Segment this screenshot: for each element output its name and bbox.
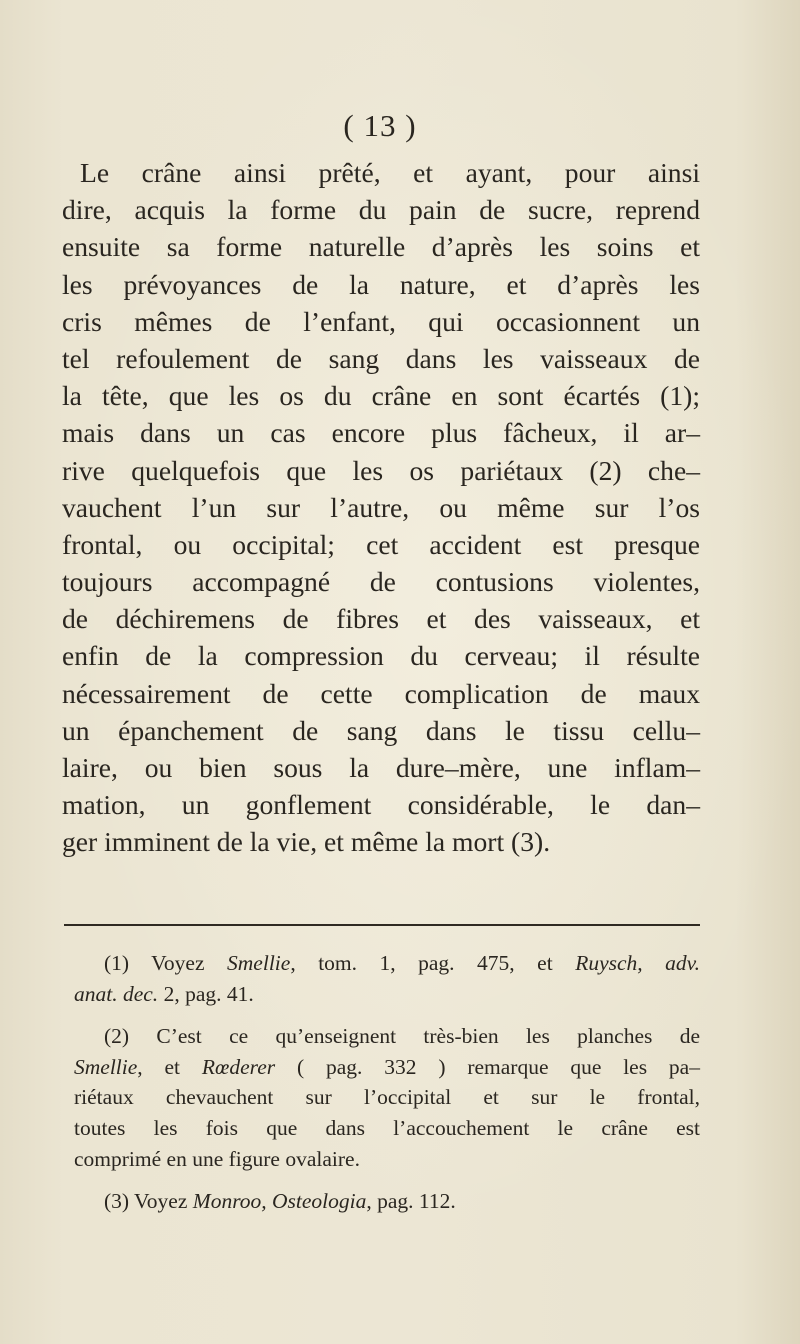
footnote-text: (1) Voyez xyxy=(104,951,228,975)
footnote-italic-text: Smellie xyxy=(74,1054,138,1079)
footnote-3 xyxy=(74,1186,700,1217)
footnote-line xyxy=(74,1052,700,1083)
footnote-text: , pag. 112. xyxy=(366,1189,456,1214)
footnote-gap xyxy=(74,1174,700,1186)
footnote-line xyxy=(74,979,700,1010)
body-line: enfin de la compression du cerveau; il résulte xyxy=(62,640,700,672)
footnote-italic-text: Smellie xyxy=(227,951,291,975)
footnote-rule xyxy=(64,924,700,926)
footnote-text: comprimé en une figure ovalaire. xyxy=(74,1146,360,1171)
body-line: tel refoulement de sang dans les vaisseaux de xyxy=(62,342,700,374)
footnote-text: , et xyxy=(137,1054,202,1079)
body-line: ger imminent de la vie, et même la mort (3). xyxy=(62,826,551,858)
body-line: rive quelquefois que les os pariétaux (2) che– xyxy=(62,454,700,486)
footnote-italic-text: Monroo, Osteologia xyxy=(192,1189,367,1214)
footnote-text: (3) Voyez xyxy=(104,1189,193,1214)
footnote-line xyxy=(74,1021,700,1052)
body-line: frontal, ou occipital; cet accident est presque xyxy=(62,528,700,560)
body-line: vauchent l’un sur l’autre, ou même sur l’os xyxy=(62,491,700,523)
footnote-line xyxy=(74,1113,700,1144)
footnotes xyxy=(74,948,700,1217)
body-line: de déchiremens de fibres et des vaisseaux, et xyxy=(62,603,700,635)
footnote-line xyxy=(74,1144,700,1175)
footnote-text: riétaux chevauchent sur l’occipital et sur le frontal, xyxy=(74,1085,700,1110)
footnote-text: 2, pag. 41. xyxy=(158,981,254,1006)
footnote-line xyxy=(74,1186,700,1217)
page-number: ( 13 ) xyxy=(343,108,417,143)
body-line: toujours accompagné de contusions violentes, xyxy=(62,566,700,598)
body-line: un épanchement de sang dans le tissu cellu– xyxy=(62,714,700,746)
footnote-italic-text: Rœderer xyxy=(201,1054,276,1079)
footnote-text: (2) C’est ce qu’enseignent très-bien les planches de xyxy=(104,1024,700,1049)
body-text xyxy=(62,154,700,861)
footnote-text: , tom. 1, pag. 475, et xyxy=(290,951,576,975)
body-line: les prévoyances de la nature, et d’après les xyxy=(62,268,700,300)
footnote-line xyxy=(74,948,700,979)
footnote-gap xyxy=(74,1009,700,1021)
body-line: la tête, que les os du crâne en sont écartés (1); xyxy=(62,380,700,412)
body-line: ensuite sa forme naturelle d’après les soins et xyxy=(62,231,700,263)
body-line: nécessairement de cette complication de maux xyxy=(62,677,700,709)
footnote-text: toutes les fois que dans l’accouchement le crâne est xyxy=(74,1115,700,1140)
body-line: Le crâne ainsi prêté, et ayant, pour ainsi xyxy=(80,157,700,188)
footnote-italic-text: anat. dec. xyxy=(74,981,159,1006)
body-line: cris mêmes de l’enfant, qui occasionnent un xyxy=(62,305,700,337)
body-line: mation, un gonflement considérable, le dan– xyxy=(62,789,700,821)
body-line: mais dans un cas encore plus fâcheux, il ar– xyxy=(62,417,700,449)
body-line: laire, ou bien sous la dure–mère, une inflam– xyxy=(62,752,700,783)
footnote-1 xyxy=(74,948,700,1009)
footnote-line xyxy=(74,1082,700,1113)
footnote-2 xyxy=(74,1021,700,1174)
body-line: dire, acquis la forme du pain de sucre, reprend xyxy=(62,194,700,226)
footnote-text: ( pag. 332 ) remarque que les pa– xyxy=(275,1054,700,1079)
footnote-italic-text: Ruysch, adv. xyxy=(575,951,700,975)
